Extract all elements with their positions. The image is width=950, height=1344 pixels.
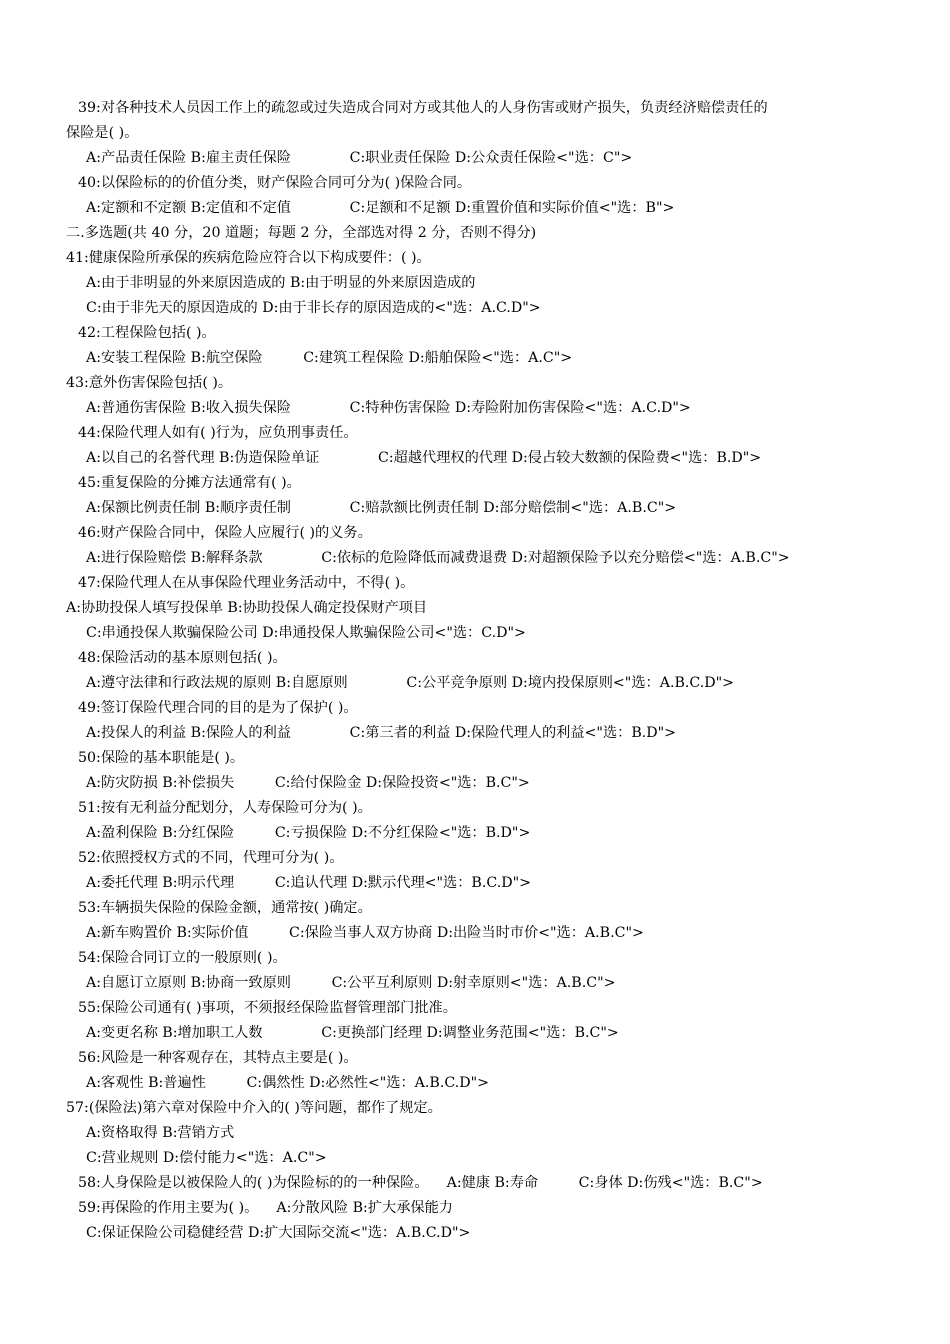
text-line: A:委托代理 B:明示代理 C:追认代理 D:默示代理<"选：B.C.D"> — [86, 875, 532, 891]
text-line: 42:工程保险包括( )。 — [78, 325, 216, 341]
text-line: 57:(保险法)第六章对保险中介入的( )等问题，都作了规定。 — [66, 1100, 442, 1116]
text-line: A:以自己的名誉代理 B:伪造保险单证 C:超越代理权的代理 D:侵占较大数额的保险费<"选：B.D"> — [86, 450, 762, 466]
text-line: A:定额和不定额 B:定值和不定值 C:足额和不足额 D:重置价值和实际价值<"选：B"> — [86, 200, 675, 216]
text-line: 二.多选题(共 40 分，20 道题；每题 2 分，全部选对得 2 分，否则不得分) — [66, 225, 537, 241]
text-line: A:安装工程保险 B:航空保险 C:建筑工程保险 D:船舶保险<"选：A.C"> — [86, 350, 573, 366]
text-line: 48:保险活动的基本原则包括( )。 — [78, 650, 287, 666]
text-line: A:新车购置价 B:实际价值 C:保险当事人双方协商 D:出险当时市价<"选：A.B.C"> — [86, 925, 644, 941]
text-line: A:盈利保险 B:分红保险 C:亏损保险 D:不分红保险<"选：B.D"> — [86, 825, 531, 841]
text-line: A:普通伤害保险 B:收入损失保险 C:特种伤害保险 D:寿险附加伤害保险<"选：A.C.D"> — [86, 400, 691, 416]
text-line: 59:再保险的作用主要为( )。 A:分散风险 B:扩大承保能力 — [78, 1200, 453, 1216]
text-line: A:变更名称 B:增加职工人数 C:更换部门经理 D:调整业务范围<"选：B.C"> — [86, 1025, 619, 1041]
text-line: 56:风险是一种客观存在，其特点主要是( )。 — [78, 1050, 358, 1066]
text-line: 46:财产保险合同中，保险人应履行( )的义务。 — [78, 525, 372, 541]
text-line: A:进行保险赔偿 B:解释条款 C:依标的危险降低而减费退费 D:对超额保险予以充分赔偿<"选：A.B.C"> — [86, 550, 790, 566]
text-line: A:协助投保人填写投保单 B:协助投保人确定投保财产项目 — [66, 600, 428, 616]
text-line: A:产品责任保险 B:雇主责任保险 C:职业责任保险 D:公众责任保险<"选：C"> — [86, 150, 633, 166]
text-line: A:保额比例责任制 B:顺序责任制 C:赔款额比例责任制 D:部分赔偿制<"选：A.B.C"> — [86, 500, 677, 516]
text-line: 55:保险公司通有( )事项，不须报经保险监督管理部门批准。 — [78, 1000, 457, 1016]
text-line: 45:重复保险的分摊方法通常有( )。 — [78, 475, 301, 491]
text-line: A:防灾防损 B:补偿损失 C:给付保险金 D:保险投资<"选：B.C"> — [86, 775, 530, 791]
text-line: 40:以保险标的的价值分类，财产保险合同可分为( )保险合同。 — [78, 175, 472, 191]
text-line: 51:按有无利益分配划分，人寿保险可分为( )。 — [78, 800, 372, 816]
text-line: 49:签订保险代理合同的目的是为了保护( )。 — [78, 700, 358, 716]
text-line: 44:保险代理人如有( )行为，应负刑事责任。 — [78, 425, 358, 441]
text-line: C:保证保险公司稳健经营 D:扩大国际交流<"选：A.B.C.D"> — [86, 1225, 471, 1241]
text-line: A:资格取得 B:营销方式 — [86, 1125, 235, 1141]
text-line: 53:车辆损失保险的保险金额，通常按( )确定。 — [78, 900, 372, 916]
text-line: C:由于非先天的原因造成的 D:由于非长存的原因造成的<"选：A.C.D"> — [86, 300, 541, 316]
text-line: C:营业规则 D:偿付能力<"选：A.C"> — [86, 1150, 327, 1166]
text-line: 50:保险的基本职能是( )。 — [78, 750, 245, 766]
text-line: 43:意外伤害保险包括( )。 — [66, 375, 233, 391]
document-page — [0, 96, 950, 1246]
text-line: 52:依照授权方式的不同，代理可分为( )。 — [78, 850, 344, 866]
text-line: 39:对各种技术人员因工作上的疏忽或过失造成合同对方或其他人的人身伤害或财产损失，负责经济赔偿责任的 — [78, 100, 768, 116]
text-line: 58:人身保险是以被保险人的( )为保险标的的一种保险。 A:健康 B:寿命 C:身体 D:伤残<"选：B.C"> — [78, 1175, 763, 1191]
text-line: A:自愿订立原则 B:协商一致原则 C:公平互利原则 D:射幸原则<"选：A.B.C"> — [86, 975, 616, 991]
text-line: A:客观性 B:普遍性 C:偶然性 D:必然性<"选：A.B.C.D"> — [86, 1075, 490, 1091]
text-line: A:由于非明显的外来原因造成的 B:由于明显的外来原因造成的 — [86, 275, 476, 291]
text-line: A:投保人的利益 B:保险人的利益 C:第三者的利益 D:保险代理人的利益<"选：B.D"> — [86, 725, 677, 741]
text-line: A:遵守法律和行政法规的原则 B:自愿原则 C:公平竞争原则 D:境内投保原则<"选：A.B.C.D"> — [86, 675, 735, 691]
text-line: C:串通投保人欺骗保险公司 D:串通投保人欺骗保险公司<"选：C.D"> — [86, 625, 526, 641]
text-line: 保险是( )。 — [66, 125, 139, 141]
text-line: 54:保险合同订立的一般原则( )。 — [78, 950, 287, 966]
text-line: 47:保险代理人在从事保险代理业务活动中，不得( )。 — [78, 575, 415, 591]
text-line: 41:健康保险所承保的疾病危险应符合以下构成要件：( )。 — [66, 250, 431, 266]
